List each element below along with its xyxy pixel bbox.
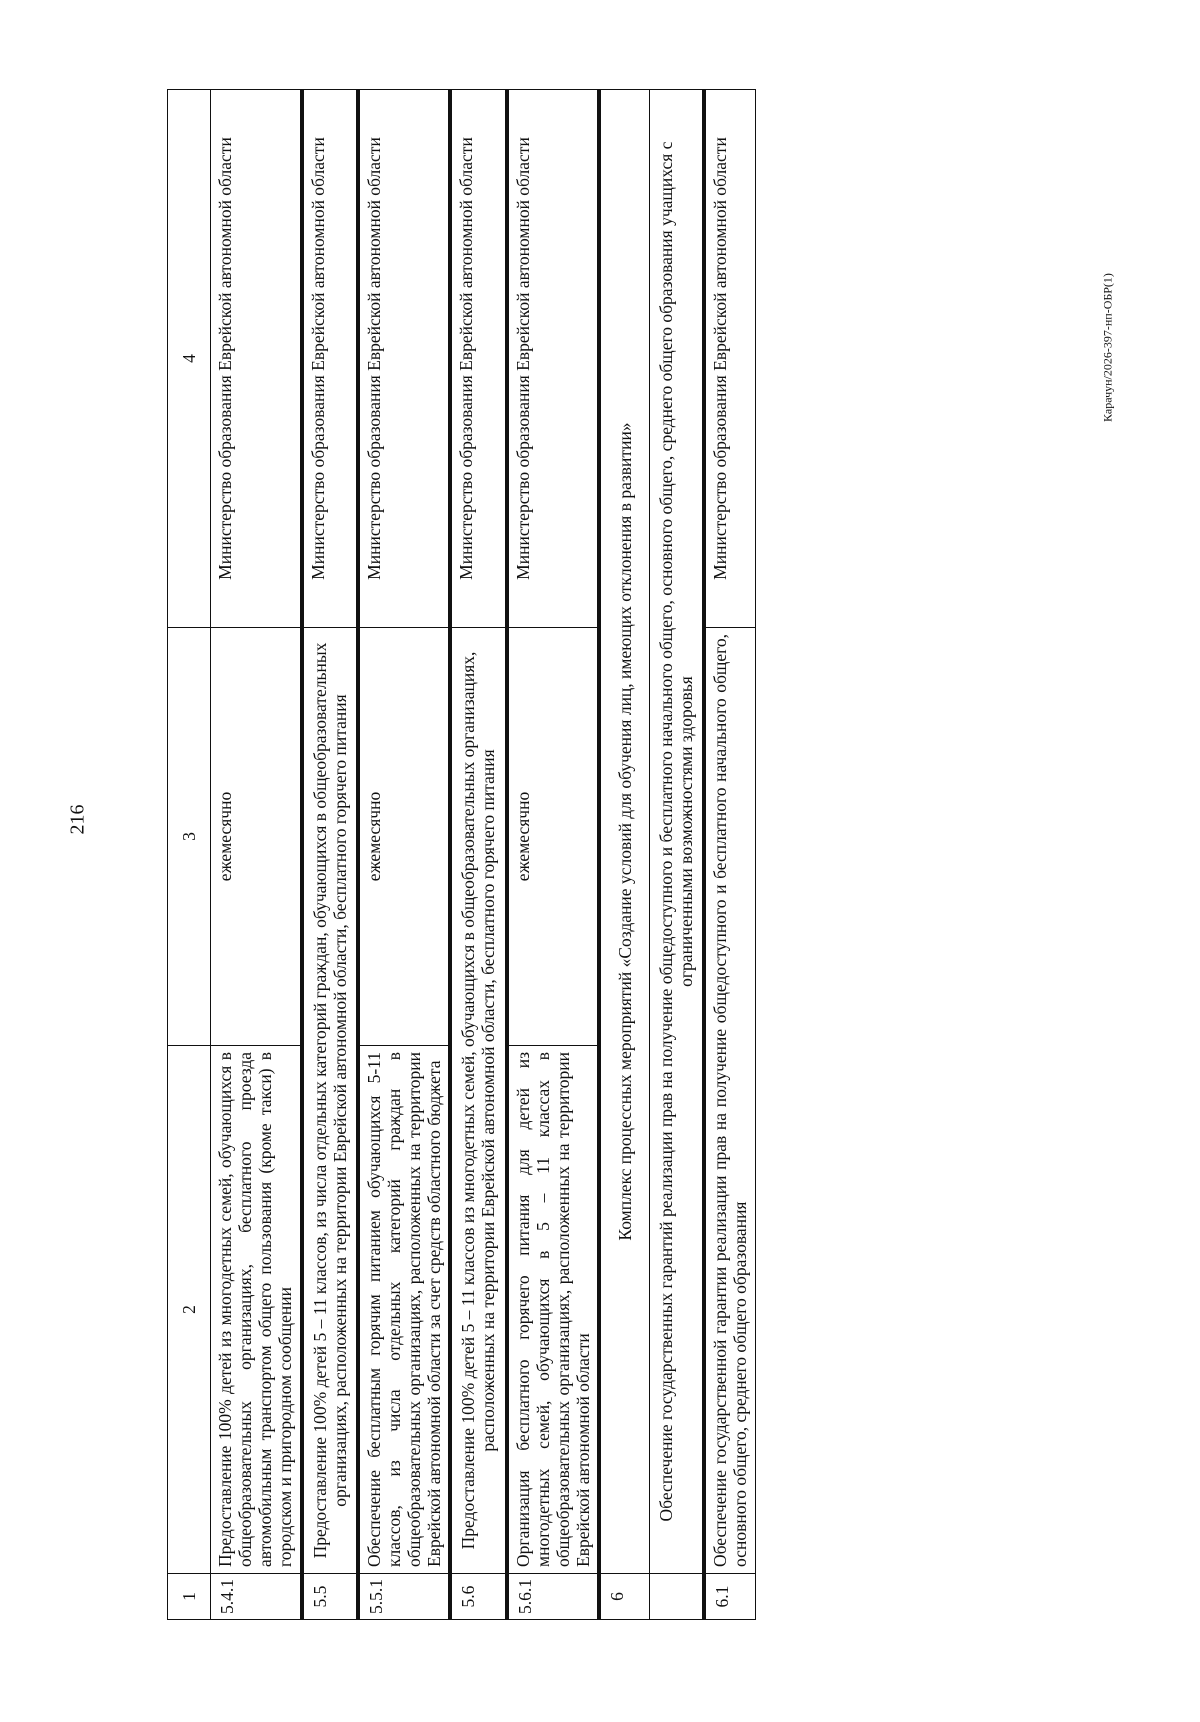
period-cell: ежемесячно bbox=[507, 628, 600, 1046]
row-number: 5.4.1 bbox=[211, 1574, 302, 1620]
activity-text: Предоставление 100% детей из многодетных семей, обучающихся в общеобразовательных организациях, бесплатного проезда автомобильным транспортом общего пользования (кроме такси) в городском и пригородном сообщении bbox=[211, 1046, 302, 1574]
table-row bbox=[507, 90, 600, 1620]
header-cell-4: 4 bbox=[168, 90, 211, 628]
task-row bbox=[650, 90, 705, 1620]
task-text: Обеспечение государственных гарантий реализации прав на получение общедоступного и бесплатного начального общего, основного общего, среднего общего образования учащихся с ограниченными возможностями здоровья bbox=[650, 90, 705, 1574]
header-cell-2: 2 bbox=[168, 1046, 211, 1574]
table-row bbox=[211, 90, 302, 1620]
rotated-table-area bbox=[167, 90, 1067, 1620]
table-header-row bbox=[168, 90, 211, 1620]
activity-text: Предоставление 100% детей 5 – 11 классов, из числа отдельных категорий граждан, обучающихся в общеобразовательных организациях, расположенных на территории Еврейской автономной области, бесплатного горячего питания bbox=[302, 628, 358, 1574]
period-cell: ежемесячно bbox=[211, 628, 302, 1046]
rotated-table-container bbox=[167, 90, 1067, 1620]
header-cell-3: 3 bbox=[168, 628, 211, 1046]
document-code bbox=[1100, 190, 1115, 510]
table-row bbox=[358, 90, 451, 1620]
plan-table bbox=[167, 89, 756, 1620]
period-cell: ежемесячно bbox=[358, 628, 451, 1046]
responsible-cell: Министерство образования Еврейской автономной области bbox=[358, 90, 451, 628]
row-number: 6.1 bbox=[704, 1574, 755, 1620]
responsible-cell: Министерство образования Еврейской автономной области bbox=[211, 90, 302, 628]
responsible-cell: Министерство образования Еврейской автономной области bbox=[302, 90, 358, 628]
task-number-empty bbox=[650, 1574, 705, 1620]
document-code-text: Карачун/2026-397-нп-ОБР(1) bbox=[1100, 273, 1115, 422]
activity-text: Предоставление 100% детей 5 – 11 классов из многодетных семей, обучающихся в общеобразовательных организациях, расположенных на территории Еврейской автономной области, бесплатного горячего питания bbox=[450, 628, 506, 1574]
activity-text: Организация бесплатного горячего питания для детей из многодетных семей, обучающихся в 5 – 11 классах в общеобразовательных организациях, расположенных на территории Еврейской автономной области bbox=[507, 1046, 600, 1574]
section-number: 6 bbox=[599, 1574, 650, 1620]
activity-text: Обеспечение государственной гарантии реализации прав на получение общедоступного и бесплатного начального общего, основного общего, среднего общего образования bbox=[704, 628, 755, 1574]
activity-text: Обеспечение бесплатным горячим питанием обучающихся 5-11 классов, из числа отдельных категорий граждан в общеобразовательных организациях, расположенных на территории Еврейской автономной области за счет средств областного бюджета bbox=[358, 1046, 451, 1574]
page-number: 216 bbox=[66, 804, 89, 835]
row-number: 5.6 bbox=[450, 1574, 506, 1620]
table-row bbox=[450, 90, 506, 1620]
section-row bbox=[599, 90, 650, 1620]
table-row bbox=[704, 90, 755, 1620]
section-title: Комплекс процессных мероприятий «Создание условий для обучения лиц, имеющих отклонения в развитии» bbox=[599, 90, 650, 1574]
table-row bbox=[302, 90, 358, 1620]
row-number: 5.5 bbox=[302, 1574, 358, 1620]
row-number: 5.6.1 bbox=[507, 1574, 600, 1620]
header-cell-1: 1 bbox=[168, 1574, 211, 1620]
responsible-cell: Министерство образования Еврейской автономной области bbox=[507, 90, 600, 628]
row-number: 5.5.1 bbox=[358, 1574, 451, 1620]
responsible-cell: Министерство образования Еврейской автономной области bbox=[450, 90, 506, 628]
responsible-cell: Министерство образования Еврейской автономной области bbox=[704, 90, 755, 628]
